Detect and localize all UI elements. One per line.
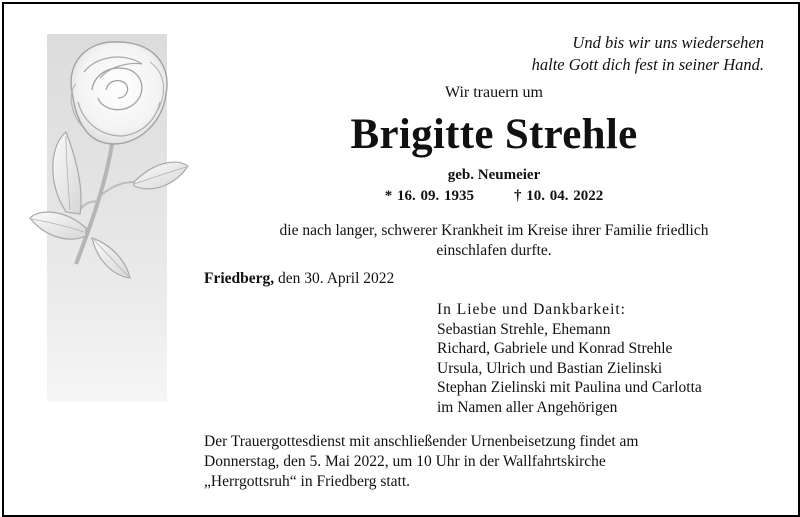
passing-line-2: einschlafen durfte. (436, 242, 552, 259)
service-line-3: „Herrgottsruh“ in Friedberg statt. (204, 473, 411, 490)
rose-icon (26, 32, 206, 297)
motto-line-1: Und bis wir uns wiedersehen (572, 33, 764, 52)
family-member: Stephan Zielinski mit Paulina und Carlotta (437, 379, 702, 396)
passing-statement (204, 221, 784, 261)
birth-name: geb. Neumeier (447, 167, 541, 183)
service-line-2: Donnerstag, den 5. Mai 2022, um 10 Uhr in der Wallfahrtskirche (204, 453, 606, 470)
passing-line-1: die nach langer, schwerer Krankheit im Kreise ihrer Familie friedlich (279, 222, 709, 239)
birth-date: * 16. 09. 1935 (384, 188, 474, 204)
motto-line-2: halte Gott dich fest in seiner Hand. (531, 55, 764, 74)
funeral-service-info (204, 432, 784, 492)
family-member: Richard, Gabriele und Konrad Strehle (437, 340, 673, 357)
family-member: Sebastian Strehle, Ehemann (437, 320, 611, 338)
obituary-notice (2, 2, 800, 517)
family-member: im Namen aller Angehörigen (437, 398, 618, 416)
service-line-1: Der Trauergottesdienst mit anschließender Urnenbeisetzung findet am (204, 433, 639, 450)
family-heading: In Liebe und Dankbarkeit: (437, 301, 626, 318)
deceased-name: Brigitte Strehle (350, 111, 638, 158)
family-signatures (437, 300, 702, 417)
family-member: Ursula, Ulrich und Bastian Zielinski (437, 359, 663, 377)
place-name: Friedberg, (204, 270, 275, 287)
notice-date: den 30. April 2022 (274, 270, 395, 287)
death-date: † 10. 04. 2022 (514, 188, 604, 204)
mourning-intro: Wir trauern um (445, 84, 543, 101)
motto-verse (532, 32, 764, 76)
life-dates (334, 188, 654, 205)
place-date (204, 270, 394, 288)
